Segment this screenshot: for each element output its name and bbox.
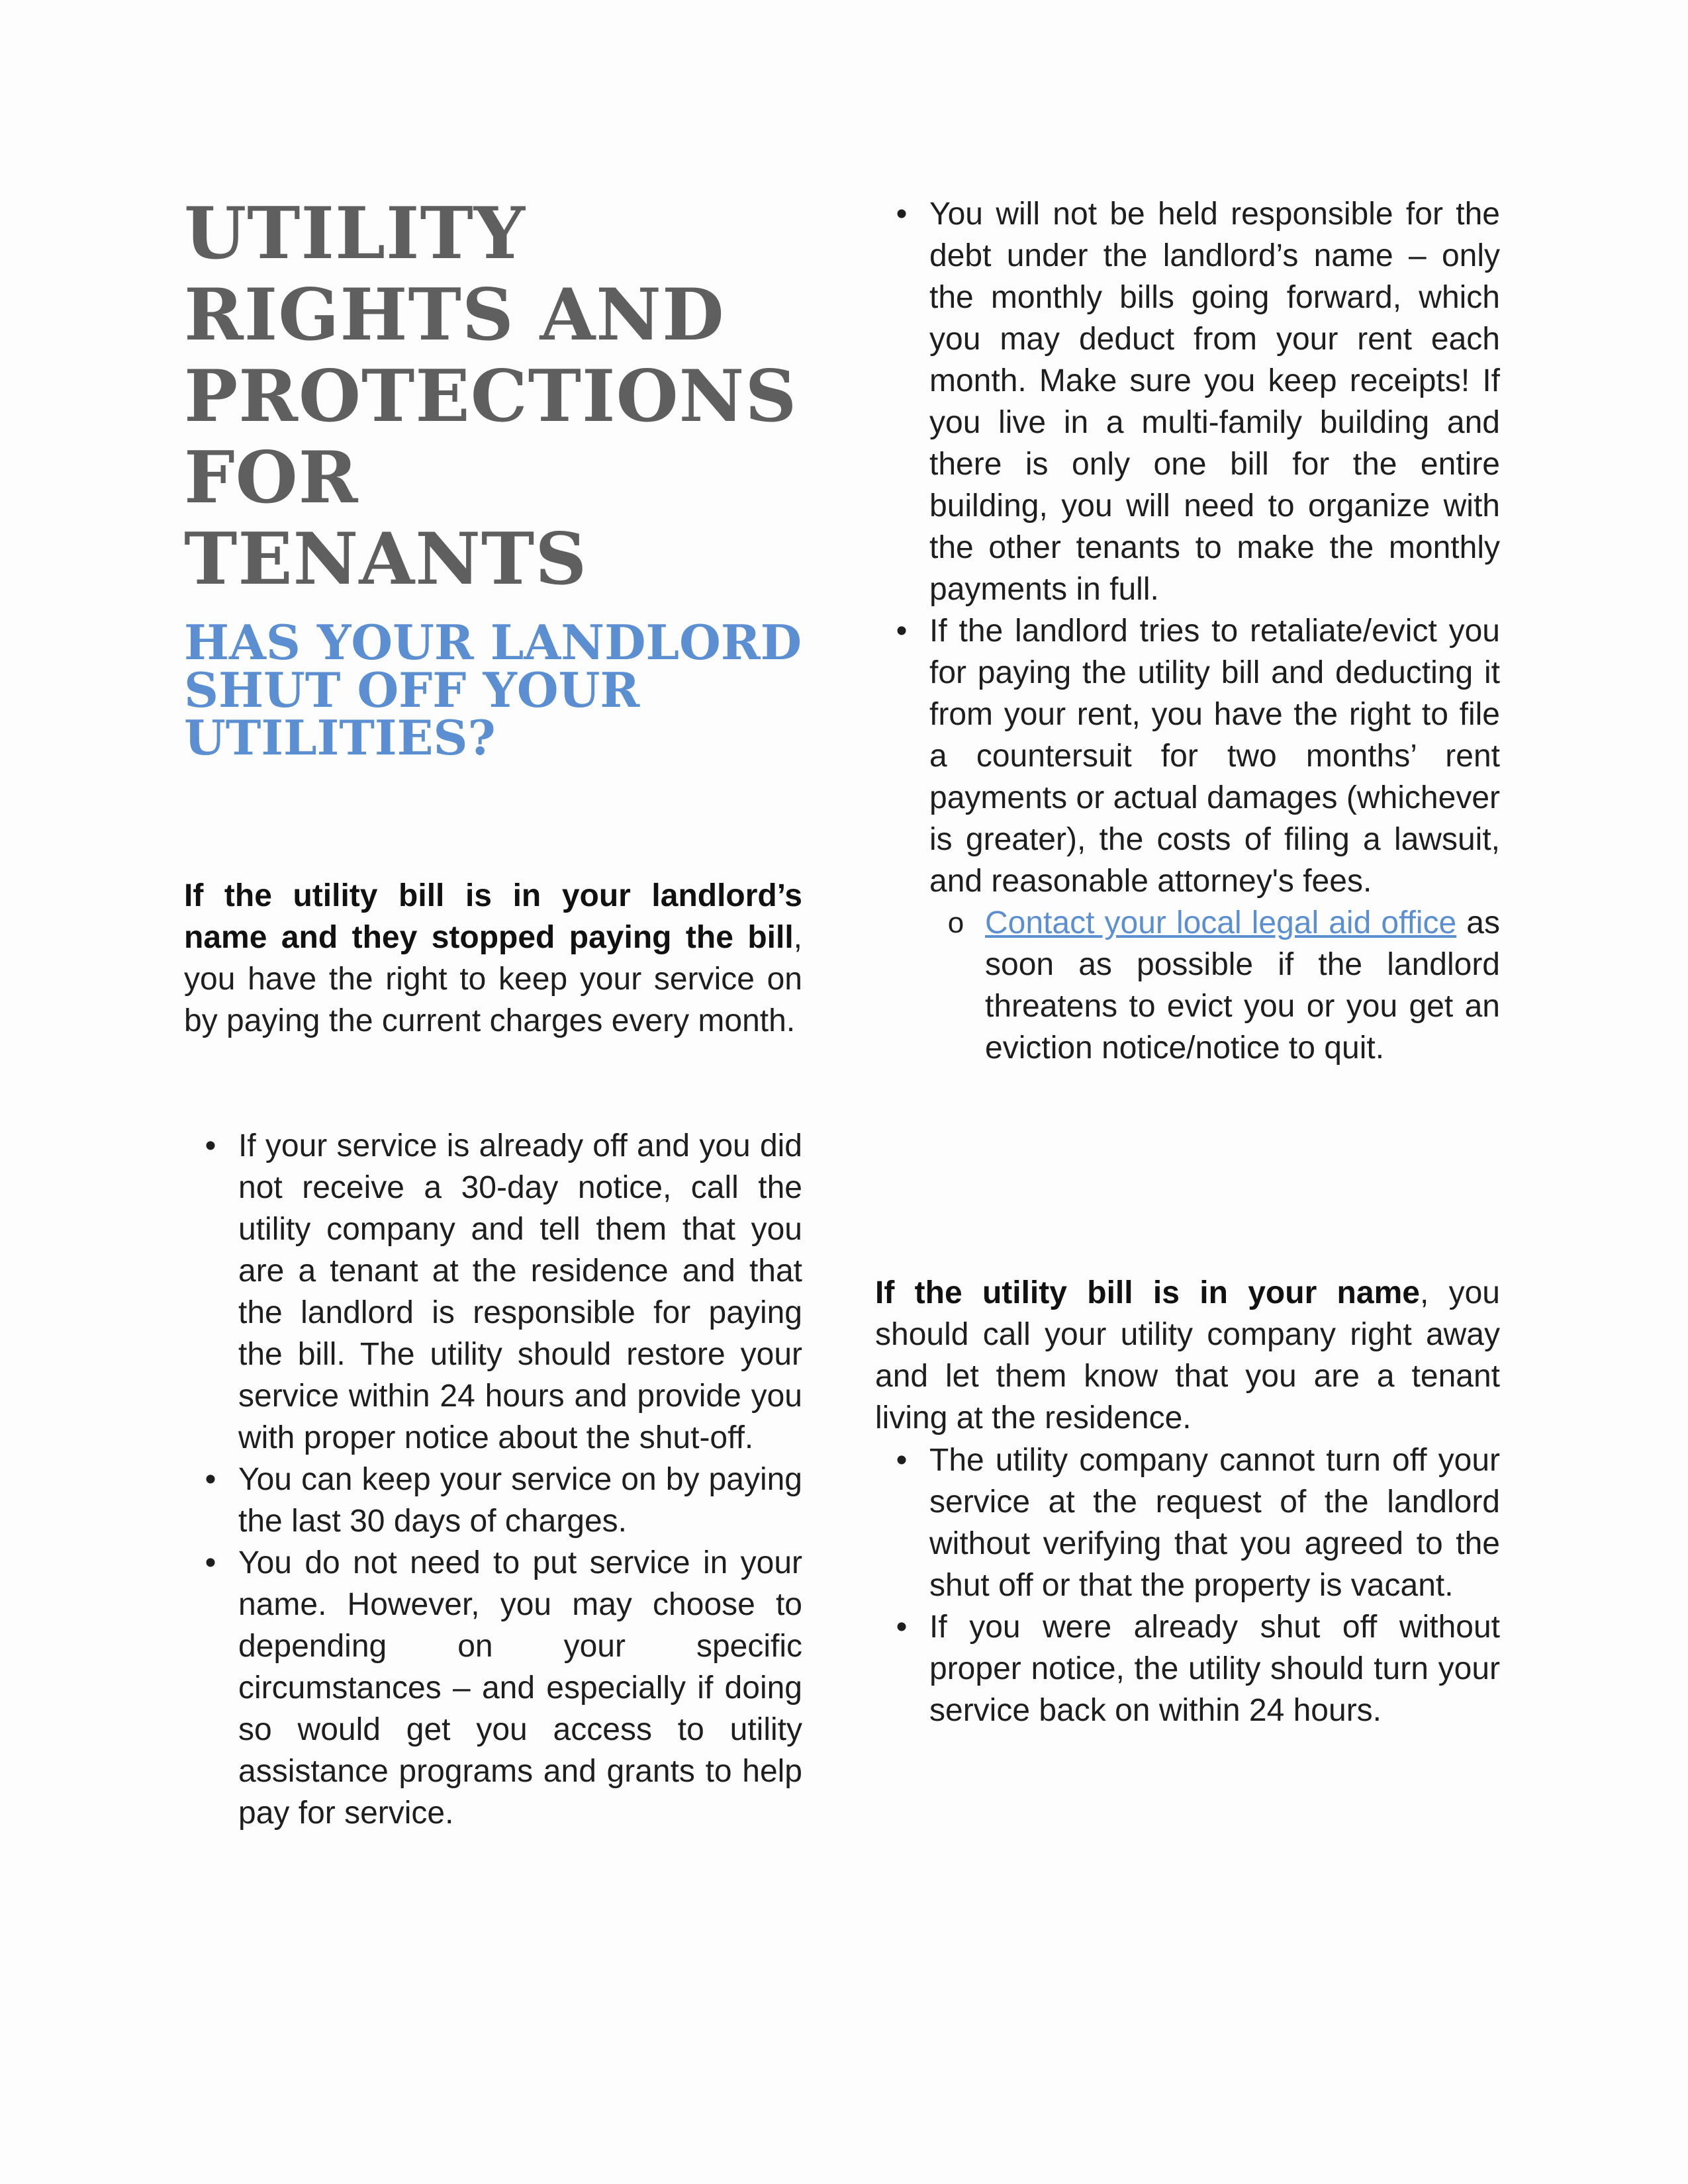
list-item-text: If the landlord tries to retaliate/evict you for paying the utility bill and deducting it from your rent, you have the right to file a countersuit for two months’ rent payments or actual damages (whichever is greater), the costs of filing a lawsuit, and reasonable attorney's fees. [929, 614, 1500, 899]
bullet-icon: • [896, 197, 908, 232]
list-item [184, 1542, 802, 1834]
tenant-bill-intro-bold: If the utility bill is in your name [875, 1275, 1420, 1310]
bullet-icon: • [205, 1128, 216, 1163]
legal-aid-link[interactable]: Contact your local legal aid office [985, 905, 1457, 940]
list-item-text: You will not be held responsible for the debt under the landlord’s name – only the monthly bills going forward, which you may deduct from your rent each month. Make sure you keep receipts! If you live in a multi-family building and there is only one bill for the entire building, you will need to organize with the other tenants to make the monthly payments in full. [929, 197, 1500, 607]
list-item [875, 193, 1500, 610]
page-title: UTILITY RIGHTS AND PROTECTIONS FOR TENANTS [184, 192, 798, 601]
list-item [875, 1439, 1500, 1606]
list-item [875, 1606, 1500, 1731]
bullet-icon: • [896, 614, 908, 649]
tenant-bill-intro-rest: , you should call your utility company right away and let them know that you are a tenant living at the residence. [875, 1275, 1500, 1435]
hollow-bullet-icon: o [947, 907, 964, 939]
list-item [184, 1459, 802, 1542]
list-item [875, 610, 1500, 1069]
bullet-icon: • [896, 1443, 908, 1478]
landlord-bill-bullet-list [184, 1125, 802, 1834]
bullet-icon: • [896, 1610, 908, 1645]
landlord-bill-intro-rest: , you have the right to keep your service on by paying the current charges every month. [184, 920, 802, 1038]
list-item-text: If your service is already off and you did not receive a 30-day notice, call the utility company and tell them that you are a tenant at the residence and that the landlord is responsible for paying the bill. The utility should restore your service within 24 hours and provide you with proper notice about the shut-off. [238, 1128, 802, 1455]
list-item-text: You can keep your service on by paying the last 30 days of charges. [238, 1462, 802, 1539]
sub-list-item-text: as soon as possible if the landlord threatens to evict you or you get an eviction notice/notice to quit. [985, 905, 1501, 1066]
bullet-icon: • [205, 1462, 216, 1497]
landlord-bill-intro [184, 875, 802, 1042]
sub-list-item [929, 902, 1500, 1069]
list-item [184, 1125, 802, 1459]
list-item-text: If you were already shut off without proper notice, the utility should turn your service back on within 24 hours. [929, 1610, 1500, 1728]
section-heading: HAS YOUR LANDLORD SHUT OFF YOUR UTILITIES? [184, 614, 802, 766]
list-item-text: The utility company cannot turn off your service at the request of the landlord without verifying that you agreed to the shut off or that the property is vacant. [929, 1443, 1500, 1603]
tenant-bill-intro [875, 1272, 1500, 1439]
landlord-bill-bullet-list-continued [875, 193, 1500, 1069]
tenant-bill-bullet-list [875, 1439, 1500, 1731]
landlord-bill-intro-bold: If the utility bill is in your landlord’s name and they stopped paying the bill [184, 878, 802, 955]
bullet-icon: • [205, 1545, 216, 1580]
list-item-text: You do not need to put service in your name. However, you may choose to depending on your specific circumstances – and especially if doing so would get you access to utility assistance programs and grants to help pay for service. [238, 1545, 802, 1831]
